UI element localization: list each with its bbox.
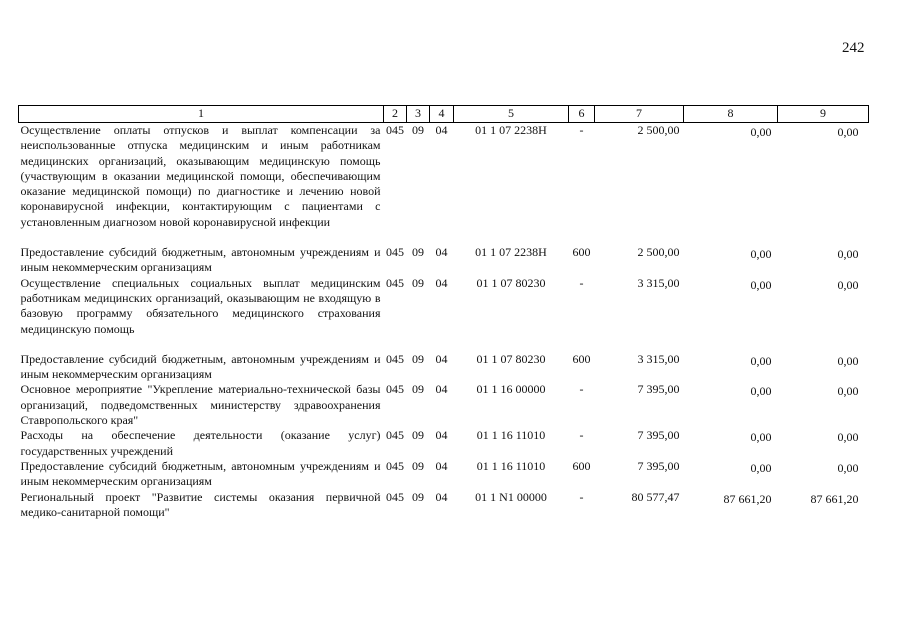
- expense-type-code: -: [579, 123, 584, 137]
- expense-type-code: -: [579, 275, 584, 290]
- ministry-code: 045: [386, 458, 404, 473]
- column-header: 3: [407, 106, 430, 123]
- section-code: 09: [412, 245, 424, 260]
- expense-type-code: -: [579, 382, 584, 397]
- amount-col9: 0,00: [837, 384, 859, 399]
- column-header: 2: [384, 106, 407, 123]
- amount-col8: 0,00: [750, 247, 772, 262]
- ministry-code: 045: [386, 382, 404, 397]
- column-header: 6: [569, 106, 595, 123]
- ministry-code: 045: [386, 351, 404, 366]
- amount-col9: 0,00: [837, 247, 859, 262]
- column-header: 8: [684, 106, 778, 123]
- target-article-code: 01 1 07 2238Н: [475, 123, 547, 137]
- section-code: 09: [412, 428, 424, 443]
- amount-col8: 0,00: [750, 277, 772, 292]
- table-row: [19, 352, 869, 383]
- row-description: Предоставление субсидий бюджетным, автономным учреждениям и иным некоммерческим организациям: [20, 458, 381, 489]
- amount-col7: 3 315,00: [637, 351, 680, 366]
- subsection-code: 04: [435, 489, 448, 504]
- table-row: [19, 276, 869, 352]
- target-article-code: 01 1 16 11010: [476, 458, 546, 473]
- amount-col7: 7 395,00: [637, 458, 680, 473]
- amount-col9: 0,00: [837, 277, 859, 292]
- target-article-code: 01 1 16 00000: [476, 382, 546, 397]
- amount-col9: 0,00: [837, 353, 859, 368]
- table-row: [19, 428, 869, 459]
- amount-col8: 87 661,20: [723, 491, 772, 506]
- row-description: Предоставление субсидий бюджетным, автономным учреждениям и иным некоммерческим организациям: [20, 351, 381, 382]
- target-article-code: 01 1 16 11010: [476, 428, 546, 443]
- target-article-code: 01 1 07 80230: [476, 351, 546, 366]
- column-header: 4: [430, 106, 454, 123]
- subsection-code: 04: [435, 382, 448, 397]
- section-code: 09: [412, 351, 424, 366]
- row-description: Осуществление оплаты отпусков и выплат компенсации за неиспользованные отпуска медицинским и иным работникам медицинских организаций, оказывающим медицинскую помощь (участвующим в оказании медицинской помощи, обеспечивающим оказание медицинской помощи) по диагностике и лечению новой коронавирусной инфекции, контактирующим с пациентами с установленным диагнозом новой коронавирусной инфекции: [20, 123, 381, 229]
- column-header: 5: [454, 106, 569, 123]
- table-row: [19, 245, 869, 276]
- subsection-code: 04: [435, 428, 448, 443]
- section-code: 09: [412, 458, 424, 473]
- row-description: Осуществление специальных социальных выплат медицинским работникам медицинских организаций, оказывающим не входящую в базовую программу обязательного медицинского страхования медицинскую помощь: [20, 275, 381, 336]
- amount-col7: 2 500,00: [637, 123, 680, 137]
- subsection-code: 04: [435, 458, 448, 473]
- amount-col9: 87 661,20: [810, 491, 859, 506]
- ministry-code: 045: [386, 275, 404, 290]
- expense-type-code: -: [579, 489, 584, 504]
- amount-col8: 0,00: [750, 125, 772, 139]
- amount-col7: 7 395,00: [637, 382, 680, 397]
- section-code: 09: [412, 382, 424, 397]
- column-header: 1: [19, 106, 384, 123]
- amount-col8: 0,00: [750, 430, 772, 445]
- target-article-code: 01 1 07 80230: [476, 275, 546, 290]
- subsection-code: 04: [435, 123, 448, 137]
- row-description: Основное мероприятие "Укрепление материально-технической базы организаций, подведомственных министерству здравоохранения Ставропольского края": [20, 382, 381, 428]
- target-article-code: 01 1 N1 00000: [475, 489, 547, 504]
- amount-col7: 80 577,47: [631, 489, 680, 504]
- budget-table: [18, 105, 869, 520]
- row-description: Предоставление субсидий бюджетным, автономным учреждениям и иным некоммерческим организациям: [20, 245, 381, 275]
- ministry-code: 045: [386, 489, 404, 504]
- amount-col7: 7 395,00: [637, 428, 680, 443]
- row-description: Расходы на обеспечение деятельности (оказание услуг) государственных учреждений: [20, 428, 381, 458]
- subsection-code: 04: [435, 351, 448, 366]
- subsection-code: 04: [435, 245, 448, 260]
- amount-col9: 0,00: [837, 430, 859, 445]
- row-description: Региональный проект "Развитие системы оказания первичной медико-санитарной помощи": [20, 489, 381, 519]
- table-row: [19, 382, 869, 428]
- target-article-code: 01 1 07 2238Н: [475, 245, 547, 260]
- ministry-code: 045: [386, 245, 404, 260]
- expense-type-code: -: [579, 428, 584, 443]
- table-row: [19, 123, 869, 246]
- subsection-code: 04: [435, 275, 448, 290]
- amount-col8: 0,00: [750, 384, 772, 399]
- column-header: 9: [778, 106, 869, 123]
- table-header-row: [19, 106, 869, 123]
- expense-type-code: 600: [572, 245, 591, 260]
- table-row: [19, 490, 869, 521]
- table-row: [19, 459, 869, 490]
- amount-col8: 0,00: [750, 460, 772, 475]
- section-code: 09: [412, 275, 424, 290]
- expense-type-code: 600: [572, 351, 591, 366]
- column-header: 7: [595, 106, 684, 123]
- ministry-code: 045: [386, 123, 404, 137]
- ministry-code: 045: [386, 428, 404, 443]
- amount-col7: 3 315,00: [637, 275, 680, 290]
- section-code: 09: [412, 489, 424, 504]
- section-code: 09: [412, 123, 424, 137]
- amount-col8: 0,00: [750, 353, 772, 368]
- amount-col9: 0,00: [837, 125, 859, 139]
- amount-col9: 0,00: [837, 460, 859, 475]
- page-number: 242: [842, 40, 865, 56]
- amount-col7: 2 500,00: [637, 245, 680, 260]
- expense-type-code: 600: [572, 458, 591, 473]
